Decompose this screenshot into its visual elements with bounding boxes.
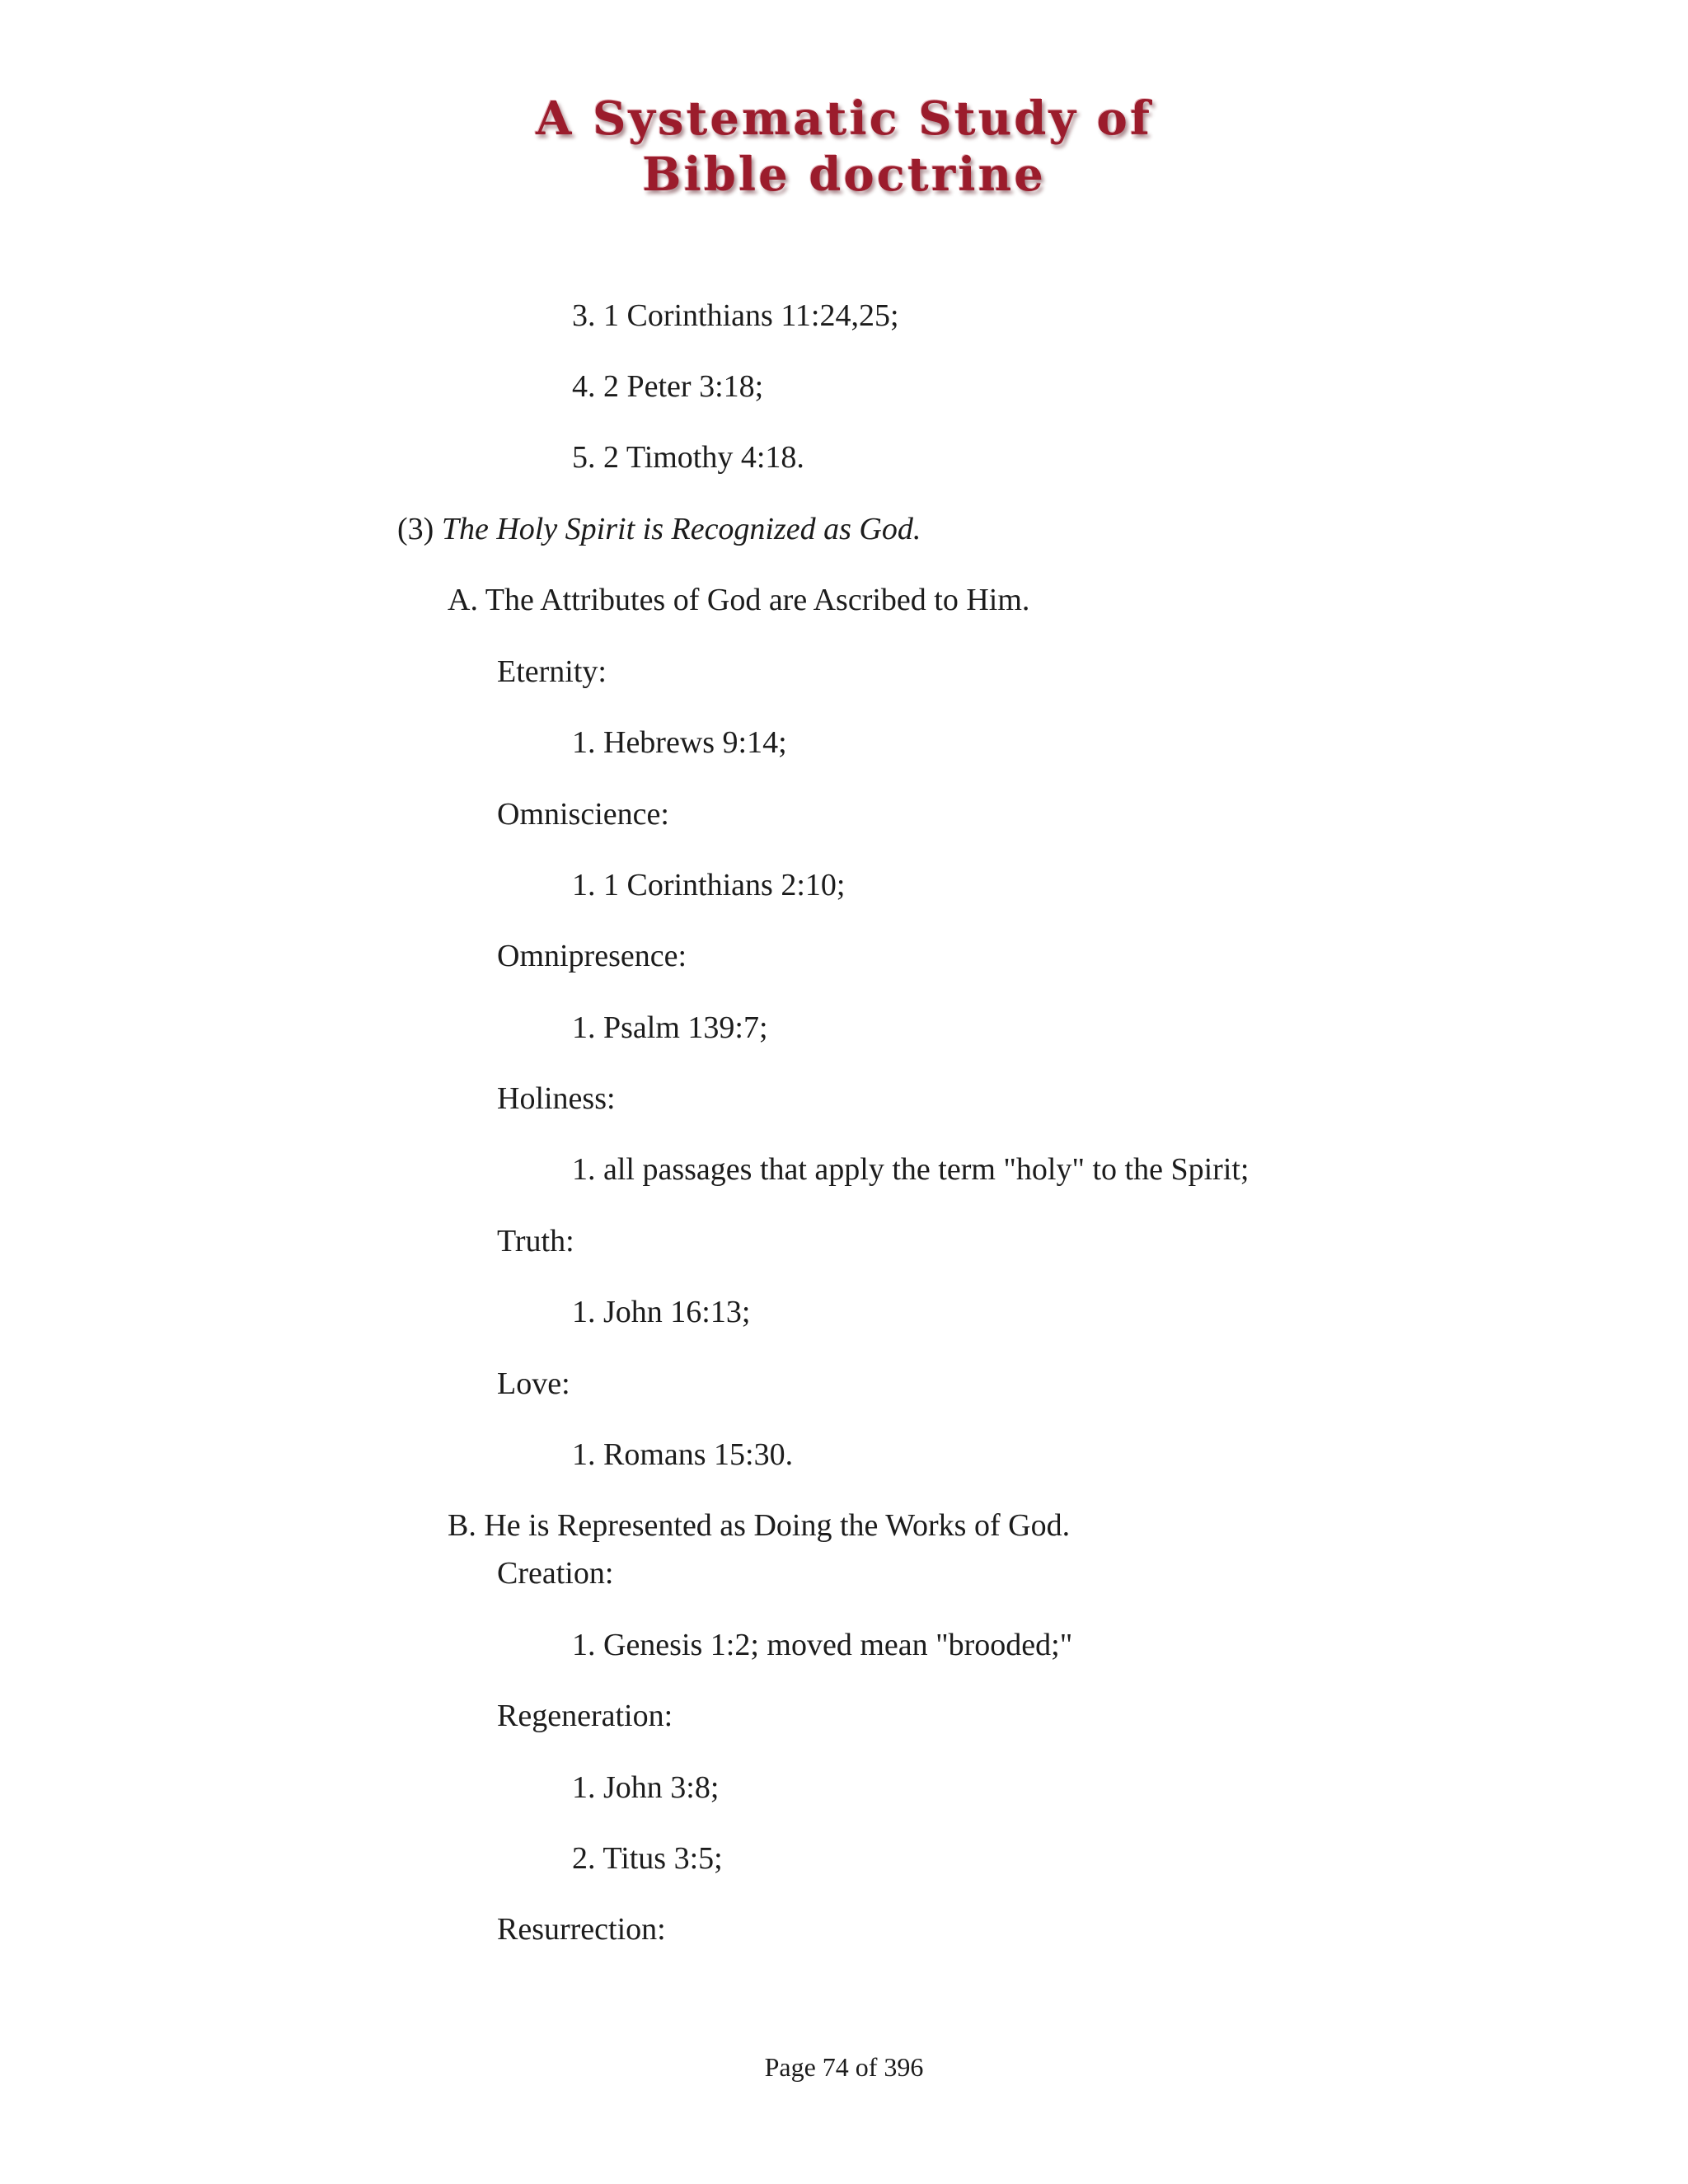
document-title-logo [0, 91, 1688, 203]
category-omniscience: Omniscience: [497, 797, 669, 832]
section-heading-holy-spirit [397, 510, 921, 548]
subsection-a-heading: A. The Attributes of God are Ascribed to Him. [448, 583, 1030, 617]
reference-romans: 1. Romans 15:30. [572, 1437, 794, 1472]
section-title: The Holy Spirit is Recognized as God. [441, 512, 921, 546]
logo-title-line-2: Bible doctrine [642, 148, 1046, 202]
category-omnipresence: Omnipresence: [497, 939, 687, 973]
reference-john-3: 1. John 3:8; [572, 1770, 720, 1805]
category-creation: Creation: [497, 1556, 614, 1591]
logo-title-line-1: A Systematic Study of [536, 91, 1152, 146]
reference-1-corinthians-2: 1. 1 Corinthians 2:10; [572, 868, 846, 902]
reference-hebrews: 1. Hebrews 9:14; [572, 725, 787, 760]
category-resurrection: Resurrection: [497, 1912, 666, 1947]
section-number: (3) [397, 512, 434, 546]
category-eternity: Eternity: [497, 654, 607, 689]
category-truth: Truth: [497, 1224, 574, 1258]
category-love: Love: [497, 1366, 570, 1401]
subsection-b-heading: B. He is Represented as Doing the Works of God. [448, 1508, 1071, 1543]
reference-genesis: 1. Genesis 1:2; moved mean "brooded;" [572, 1628, 1073, 1662]
reference-john-16: 1. John 16:13; [572, 1295, 751, 1329]
reference-2-timothy: 5. 2 Timothy 4:18. [572, 440, 804, 475]
reference-titus: 2. Titus 3:5; [572, 1841, 723, 1876]
reference-psalm: 1. Psalm 139:7; [572, 1010, 768, 1045]
reference-2-peter: 4. 2 Peter 3:18; [572, 369, 764, 404]
page-number: Page 74 of 396 [764, 2052, 924, 2082]
category-holiness: Holiness: [497, 1081, 616, 1116]
reference-holy-passages: 1. all passages that apply the term "holy" to the Spirit; [572, 1152, 1250, 1187]
category-regeneration: Regeneration: [497, 1699, 673, 1733]
reference-1-corinthians-11: 3. 1 Corinthians 11:24,25; [572, 298, 899, 333]
